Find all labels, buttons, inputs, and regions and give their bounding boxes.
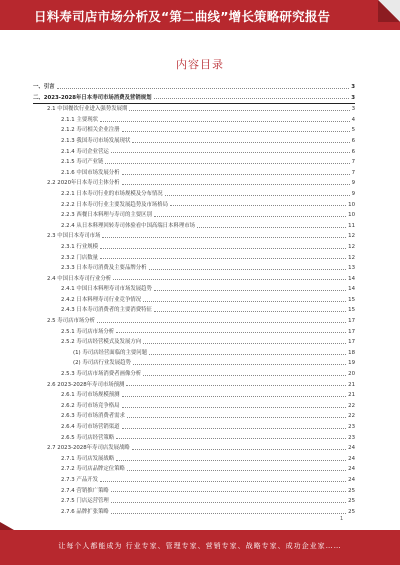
toc-heading: 内容目录 (176, 58, 224, 71)
toc-entry-label: 2.7.4 营销推广策略 (61, 486, 110, 497)
toc-entry-page: 20 (347, 369, 355, 380)
toc-entry[interactable] (33, 200, 355, 211)
toc-leader-dots (100, 481, 346, 482)
toc-entry-page: 11 (347, 221, 355, 232)
toc-entry[interactable] (33, 178, 355, 189)
toc-entry-page: 15 (347, 295, 355, 306)
toc-leader-dots (154, 311, 346, 312)
toc-entry-label: 2.6.4 寿司市场营销渠道 (61, 422, 121, 433)
toc-entry-label: (2) 寿司店行业发展趋势 (73, 358, 132, 369)
toc-entry[interactable] (33, 115, 355, 126)
toc-leader-dots (143, 301, 346, 302)
toc-entry-label: 2.1.2 寿司相关企业注册 (61, 125, 121, 136)
toc-entry-label: 2.1.3 我国寿司市场发展现状 (61, 136, 131, 147)
toc-entry-page: 4 (351, 115, 355, 126)
toc-entry-label: 2.1.6 中国市场发展分析 (61, 168, 121, 179)
toc-entry-page: 18 (347, 348, 355, 359)
toc-entry-page: 24 (347, 454, 355, 465)
toc-entry[interactable] (33, 433, 355, 444)
toc-leader-dots (116, 438, 346, 439)
toc-entry-page: 17 (347, 316, 355, 327)
toc-entry[interactable] (33, 82, 355, 93)
toc-entry[interactable] (33, 464, 355, 475)
toc-entry-label: 2.7 2023-2028年寿司店发展战略 (47, 443, 131, 454)
toc-entry-page: 19 (347, 358, 355, 369)
toc-leader-dots (100, 248, 346, 249)
toc-entry-page: 9 (351, 178, 355, 189)
toc-entry-label: 2.1.4 寿司企业营运 (61, 147, 110, 158)
toc-entry-label: 2.1 中国餐饮行业进入强势发展期 (47, 104, 128, 115)
toc-entry-page: 25 (347, 507, 355, 518)
toc-leader-dots (143, 375, 346, 376)
toc-entry[interactable] (33, 305, 355, 316)
toc-entry[interactable] (33, 147, 355, 158)
toc-entry[interactable] (33, 221, 355, 232)
toc-entry-page: 23 (347, 422, 355, 433)
toc-entry-page: 23 (347, 433, 355, 444)
toc-entry-page: 13 (347, 263, 355, 274)
toc-entry-page: 17 (347, 337, 355, 348)
toc-entry-page: 6 (351, 147, 355, 158)
toc-entry[interactable] (33, 327, 355, 338)
toc-leader-dots (132, 449, 346, 450)
toc-entry-page: 22 (347, 401, 355, 412)
toc-leader-dots (111, 502, 346, 503)
toc-leader-dots (127, 417, 346, 418)
toc-entry-label: 2.5.1 寿司店市场分析 (61, 327, 115, 338)
toc-entry-label: 2.2.3 西餐日本料理与寿司的主要区别 (61, 210, 153, 221)
toc-entry-label: 2.4.3 日本寿司消费者的主要消费特征 (61, 305, 153, 316)
toc-entry-label: 2.2.1 日本寿司行业的市场规模及分布情况 (61, 189, 164, 200)
toc-entry-label: 2.2 2020年日本寿司主体分析 (47, 178, 121, 189)
toc-entry-label: 2.7.3 产品开发 (61, 475, 99, 486)
toc-entry-page: 3 (350, 93, 355, 104)
toc-leader-dots (154, 290, 346, 291)
toc-leader-dots (57, 88, 350, 89)
toc-leader-dots (165, 195, 350, 196)
toc-entry-page: 10 (347, 210, 355, 221)
toc-leader-dots (113, 279, 346, 280)
toc-leader-dots (143, 343, 346, 344)
toc-leader-dots (122, 184, 350, 185)
page-number: 1 (340, 516, 344, 522)
toc-entry-page: 12 (347, 253, 355, 264)
toc-entry-page: 5 (351, 125, 355, 136)
toc-entry-page: 9 (351, 189, 355, 200)
toc-entry[interactable] (33, 390, 355, 401)
toc-entry[interactable] (33, 242, 355, 253)
toc-entry-label: 2.6.1 寿司市场规模预测 (61, 390, 121, 401)
toc-leader-dots (132, 142, 349, 143)
toc-entry-page: 12 (347, 231, 355, 242)
toc-entry-label: 2.7.5 门店运营管理 (61, 496, 110, 507)
toc-entry[interactable] (33, 168, 355, 179)
toc-entry-label: 2.2.4 从日本料理回转寿司体验看中国高端日本料理市场 (61, 221, 196, 232)
toc-entry-page: 25 (347, 496, 355, 507)
toc-entry[interactable] (33, 125, 355, 136)
toc-entry-label: 2.6.5 寿司店经营策略 (61, 433, 115, 444)
toc-leader-dots (100, 258, 346, 259)
toc-entry[interactable] (33, 316, 355, 327)
toc-entry-label: 2.3.3 日本寿司消费及主要品牌分析 (61, 263, 148, 274)
toc-leader-dots (97, 322, 346, 323)
footer-slogan: 让每个人都能成为 行业专家、管理专家、营销专家、战略专家、成功企业家…… (58, 542, 342, 550)
toc-entry-label: 2.4.2 日本料理寿司行业竞争情况 (61, 295, 142, 306)
toc-entry[interactable] (33, 486, 355, 497)
toc-entry-page: 24 (347, 464, 355, 475)
toc-entry[interactable] (33, 136, 355, 147)
toc-entry[interactable] (33, 475, 355, 486)
toc-leader-dots (111, 491, 346, 492)
toc-entry[interactable] (33, 253, 355, 264)
toc-entry[interactable] (33, 496, 355, 507)
toc-entry[interactable] (33, 189, 355, 200)
toc-leader-dots (126, 385, 346, 386)
toc-entry-label: 2.7.6 品牌扩张策略 (61, 507, 110, 518)
toc-entry[interactable] (33, 507, 355, 518)
toc-entry[interactable] (33, 348, 355, 359)
toc-entry-page: 10 (347, 200, 355, 211)
table-of-contents (33, 82, 355, 517)
toc-entry[interactable] (33, 210, 355, 221)
toc-entry-page: 17 (347, 327, 355, 338)
toc-entry[interactable] (33, 401, 355, 412)
corner-fold-shadow (378, 0, 400, 22)
toc-entry-label: 2.6 2023-2028年寿司市场预测 (47, 380, 125, 391)
toc-entry-label: 2.5.2 寿司店经营模式及发展方向 (61, 337, 142, 348)
toc-leader-dots (122, 428, 347, 429)
toc-entry-label: 2.7.2 寿司店品牌定位策略 (61, 464, 126, 475)
toc-entry[interactable] (33, 454, 355, 465)
toc-entry-page: 3 (350, 82, 355, 93)
footer-bar (0, 530, 400, 565)
toc-leader-dots (154, 216, 346, 217)
toc-entry-page: 22 (347, 411, 355, 422)
toc-leader-dots (133, 364, 346, 365)
toc-leader-dots (127, 470, 346, 471)
toc-entry-page: 21 (347, 390, 355, 401)
toc-entry-label: (1) 寿司店经营面临的主要问题 (73, 348, 148, 359)
toc-entry[interactable] (33, 380, 355, 391)
toc-entry-page: 21 (347, 380, 355, 391)
toc-entry-label: 二、2023-2028年日本寿司市场消费及营销规划 (33, 93, 153, 104)
toc-entry[interactable] (33, 284, 355, 295)
toc-entry-page: 7 (351, 168, 355, 179)
toc-entry-label: 2.5 寿司店市场分析 (47, 316, 96, 327)
toc-entry[interactable] (33, 295, 355, 306)
toc-entry-label: 2.4 中国日本寿司行业分析 (47, 274, 112, 285)
toc-entry-label: 2.4.1 中国日本料理寿司市场发展趋势 (61, 284, 153, 295)
toc-entry[interactable] (33, 358, 355, 369)
toc-leader-dots (170, 205, 346, 206)
toc-entry-label: 一、引言 (33, 82, 56, 93)
toc-entry-label: 2.2.2 日本寿司行业主要发展趋势及市场格局 (61, 200, 169, 211)
toc-entry-label: 2.7.1 寿司店发展战略 (61, 454, 115, 465)
toc-leader-dots (102, 237, 346, 238)
header-bar (0, 0, 400, 30)
toc-entry[interactable] (33, 93, 355, 105)
toc-entry-page: 25 (347, 486, 355, 497)
toc-entry-page: 12 (347, 242, 355, 253)
toc-entry-page: 3 (351, 104, 355, 115)
toc-entry-page: 7 (351, 157, 355, 168)
report-title: 日料寿司店市场分析及“第二曲线”增长策略研究报告 (34, 9, 331, 24)
toc-entry-page: 14 (347, 274, 355, 285)
toc-leader-dots (100, 121, 350, 122)
toc-entry-label: 2.5.3 寿司店市场消费者画像分析 (61, 369, 142, 380)
toc-entry[interactable] (33, 157, 355, 168)
toc-entry[interactable] (33, 104, 355, 115)
toc-leader-dots (122, 174, 350, 175)
toc-leader-dots (149, 269, 347, 270)
toc-entry-label: 2.1.1 主要现状 (61, 115, 99, 126)
toc-entry[interactable] (33, 443, 355, 454)
toc-entry[interactable] (33, 337, 355, 348)
toc-leader-dots (105, 163, 349, 164)
toc-leader-dots (197, 227, 346, 228)
footer-fold-decoration (0, 522, 14, 530)
toc-entry[interactable] (33, 411, 355, 422)
toc-entry-label: 2.3 中国日本寿司市场 (47, 231, 101, 242)
toc-entry-label: 2.6.3 寿司市场消费者需求 (61, 411, 126, 422)
toc-leader-dots (122, 407, 347, 408)
toc-entry[interactable] (33, 274, 355, 285)
toc-entry[interactable] (33, 263, 355, 274)
toc-leader-dots (129, 110, 349, 111)
toc-entry-page: 24 (347, 475, 355, 486)
toc-entry-page: 6 (351, 136, 355, 147)
toc-entry[interactable] (33, 369, 355, 380)
toc-entry-page: 15 (347, 305, 355, 316)
toc-entry-label: 2.1.5 寿司产业链 (61, 157, 104, 168)
toc-leader-dots (122, 396, 347, 397)
toc-entry-label: 2.3.2 门店数量 (61, 253, 99, 264)
toc-leader-dots (154, 98, 350, 99)
toc-entry[interactable] (33, 231, 355, 242)
toc-leader-dots (149, 354, 346, 355)
toc-leader-dots (116, 460, 346, 461)
toc-entry-label: 2.6.2 寿司市场竞争格局 (61, 401, 121, 412)
toc-leader-dots (122, 131, 350, 132)
toc-entry-page: 24 (347, 443, 355, 454)
toc-entry-page: 14 (347, 284, 355, 295)
toc-entry-label: 2.3.1 行业规模 (61, 242, 99, 253)
toc-leader-dots (111, 513, 346, 514)
toc-leader-dots (116, 332, 346, 333)
toc-leader-dots (111, 152, 350, 153)
toc-entry[interactable] (33, 422, 355, 433)
